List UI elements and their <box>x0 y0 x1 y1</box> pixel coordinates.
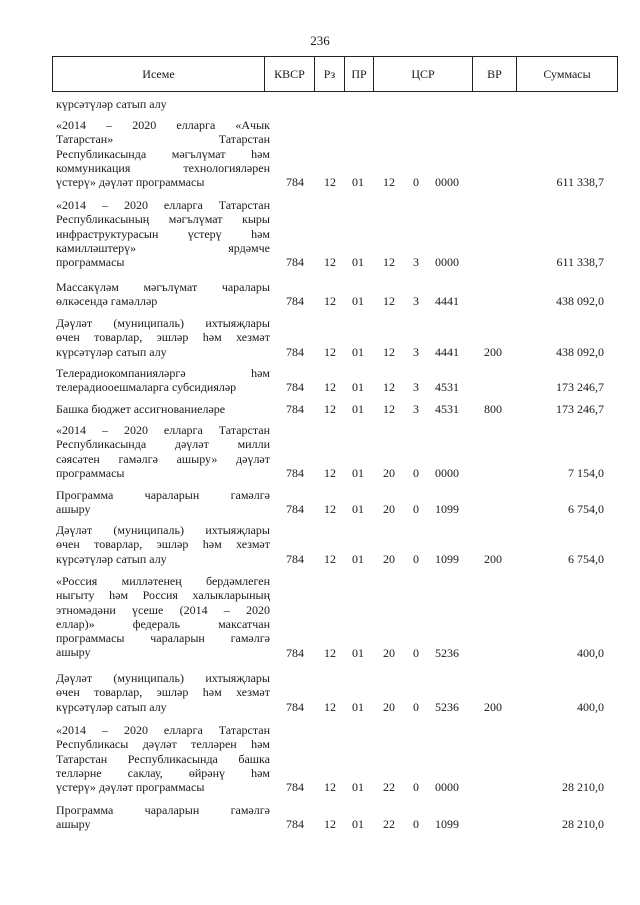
row-name <box>56 402 270 416</box>
cell-kvsr: 784 <box>286 780 304 795</box>
row-name-line: Программа чараларын гамәлгә <box>56 803 270 817</box>
row-name <box>56 280 270 309</box>
header-pr: ПР <box>345 57 374 91</box>
row-name-line: Татарстан» Татарстан <box>56 132 270 147</box>
cell-csr2: 3 <box>413 294 419 309</box>
cell-csr2: 0 <box>413 817 419 832</box>
cell-sum: 28 210,0 <box>562 780 604 795</box>
cell-pr: 01 <box>352 780 364 795</box>
row-name <box>56 423 270 480</box>
row-name <box>56 671 270 714</box>
row-name-line: Дәүләт (муниципаль) ихтыяҗлары <box>56 523 270 537</box>
cell-kvsr: 784 <box>286 551 304 566</box>
cell-sum: 438 092,0 <box>556 294 604 309</box>
row-name-line: Республикасының мәгълүмат кыры <box>56 212 270 227</box>
row-name <box>56 316 270 359</box>
row-name-line: Республикасында дәүләт милли <box>56 437 270 452</box>
header-vr: ВР <box>473 57 517 91</box>
row-name-line: Башка бюджет ассигнованиеләре <box>56 402 226 416</box>
cell-rz: 12 <box>324 402 336 416</box>
cell-csr1: 20 <box>383 465 395 480</box>
cell-rz: 12 <box>324 294 336 309</box>
cell-pr: 01 <box>352 294 364 309</box>
row-name <box>56 574 270 660</box>
cell-rz: 12 <box>324 175 336 190</box>
row-name-line: коммуникация технологияләрен <box>56 160 270 175</box>
row-name-line: «2014 – 2020 елларга Татарстан <box>56 198 270 212</box>
cell-csr2: 3 <box>413 380 419 395</box>
cell-csr1: 20 <box>383 502 395 517</box>
cell-kvsr: 784 <box>286 380 304 395</box>
cell-csr1: 12 <box>383 344 395 359</box>
row-name <box>56 118 270 189</box>
row-name-line: ныгыту һәм Россия халыкларының <box>56 588 270 603</box>
cell-rz: 12 <box>324 344 336 359</box>
row-name-line: телерадиооешмаларга субсидияләр <box>56 380 237 395</box>
cell-csr2: 3 <box>413 344 419 359</box>
cell-csr1: 22 <box>383 780 395 795</box>
cell-kvsr: 784 <box>286 344 304 359</box>
cell-csr2: 0 <box>413 465 419 480</box>
cell-sum: 6 754,0 <box>568 502 604 517</box>
cell-csr1: 12 <box>383 175 395 190</box>
row-name-line: программасы чараларын гамәлгә <box>56 631 270 646</box>
cell-sum: 400,0 <box>577 699 604 714</box>
cell-csr2: 0 <box>413 699 419 714</box>
row-name-line: ашыру <box>56 817 91 832</box>
row-name-line: Республикасында мәгълүмат һәм <box>56 146 270 161</box>
header-rz: Рз <box>315 57 345 91</box>
cell-csr3: 5236 <box>435 645 459 660</box>
row-name-line: еллар)» федераль максатчан <box>56 616 270 631</box>
row-name <box>56 803 270 832</box>
page-number: 236 <box>310 33 330 48</box>
cell-sum: 173 246,7 <box>556 402 604 416</box>
row-name-line: Массакүләм мәгълүмат чаралары <box>56 280 270 294</box>
row-name-line: программасы <box>56 255 125 270</box>
cell-rz: 12 <box>324 645 336 660</box>
cell-csr1: 20 <box>383 699 395 714</box>
cell-sum: 611 338,7 <box>556 255 604 270</box>
cell-sum: 400,0 <box>577 645 604 660</box>
cell-kvsr: 784 <box>286 502 304 517</box>
cell-csr1: 12 <box>383 255 395 270</box>
cell-kvsr: 784 <box>286 402 304 416</box>
cell-pr: 01 <box>352 645 364 660</box>
cell-pr: 01 <box>352 502 364 517</box>
row-name <box>56 366 270 395</box>
cell-rz: 12 <box>324 699 336 714</box>
cell-rz: 12 <box>324 780 336 795</box>
cell-csr3: 0000 <box>435 255 459 270</box>
row-name <box>56 97 270 111</box>
row-name-line: «2014 – 2020 елларга Татарстан <box>56 723 270 737</box>
row-name-line: «Россия милләтенең бердәмлеген <box>56 574 270 588</box>
cell-pr: 01 <box>352 817 364 832</box>
cell-csr2: 0 <box>413 175 419 190</box>
row-name-line: үстерү» дәүләт программасы <box>56 175 205 190</box>
row-name-line: «2014 – 2020 елларга «Ачык <box>56 118 270 132</box>
row-name-line: Программа чараларын гамәлгә <box>56 488 270 502</box>
row-name <box>56 723 270 794</box>
cell-csr1: 12 <box>383 380 395 395</box>
cell-csr3: 5236 <box>435 699 459 714</box>
cell-vr: 200 <box>484 344 502 359</box>
cell-csr3: 1099 <box>435 502 459 517</box>
row-name-line: Дәүләт (муниципаль) ихтыяҗлары <box>56 316 270 330</box>
cell-kvsr: 784 <box>286 699 304 714</box>
row-name-line: өчен товарлар, эшләр һәм хезмәт <box>56 685 270 700</box>
cell-kvsr: 784 <box>286 465 304 480</box>
cell-rz: 12 <box>324 255 336 270</box>
cell-csr1: 22 <box>383 817 395 832</box>
cell-csr1: 12 <box>383 402 395 416</box>
row-name-line: өчен товарлар, эшләр һәм хезмәт <box>56 330 270 345</box>
cell-rz: 12 <box>324 380 336 395</box>
cell-pr: 01 <box>352 551 364 566</box>
cell-pr: 01 <box>352 255 364 270</box>
table-header <box>52 56 618 92</box>
row-name <box>56 488 270 517</box>
cell-kvsr: 784 <box>286 175 304 190</box>
cell-rz: 12 <box>324 465 336 480</box>
cell-pr: 01 <box>352 465 364 480</box>
cell-csr2: 0 <box>413 502 419 517</box>
row-name-line: өчен товарлар, эшләр һәм хезмәт <box>56 537 270 552</box>
cell-csr3: 1099 <box>435 551 459 566</box>
cell-pr: 01 <box>352 699 364 714</box>
cell-csr3: 4441 <box>435 294 459 309</box>
cell-csr2: 0 <box>413 780 419 795</box>
row-name-line: программасы <box>56 465 125 480</box>
cell-csr1: 20 <box>383 645 395 660</box>
row-name <box>56 523 270 566</box>
cell-kvsr: 784 <box>286 255 304 270</box>
row-name-line: этномәдәни үсеше (2014 – 2020 <box>56 602 270 617</box>
cell-vr: 800 <box>484 402 502 416</box>
cell-csr2: 0 <box>413 551 419 566</box>
header-csr: ЦСР <box>374 57 473 91</box>
header-kvsr: КВСР <box>265 57 315 91</box>
row-name-line: ашыру <box>56 645 91 660</box>
cell-vr: 200 <box>484 699 502 714</box>
cell-csr3: 1099 <box>435 817 459 832</box>
cell-sum: 173 246,7 <box>556 380 604 395</box>
cell-csr3: 4531 <box>435 380 459 395</box>
row-name-line: күрсәтүләр сатып алу <box>56 97 167 111</box>
cell-rz: 12 <box>324 817 336 832</box>
cell-pr: 01 <box>352 402 364 416</box>
row-name <box>56 198 270 269</box>
cell-csr1: 12 <box>383 294 395 309</box>
cell-rz: 12 <box>324 502 336 517</box>
row-name-line: күрсәтүләр сатып алу <box>56 551 167 566</box>
row-name-line: Республикасы дәүләт телләрен һәм <box>56 737 270 752</box>
row-name-line: «2014 – 2020 елларга Татарстан <box>56 423 270 437</box>
cell-sum: 438 092,0 <box>556 344 604 359</box>
row-name-line: үстерү» дәүләт программасы <box>56 780 205 795</box>
cell-kvsr: 784 <box>286 817 304 832</box>
cell-kvsr: 784 <box>286 294 304 309</box>
cell-pr: 01 <box>352 175 364 190</box>
cell-csr2: 3 <box>413 255 419 270</box>
row-name-line: Дәүләт (муниципаль) ихтыяҗлары <box>56 671 270 685</box>
cell-csr3: 4531 <box>435 402 459 416</box>
row-name-line: өлкәсендә гамәлләр <box>56 294 158 309</box>
cell-csr1: 20 <box>383 551 395 566</box>
cell-csr3: 0000 <box>435 780 459 795</box>
row-name-line: инфраструктурасын үстерү һәм <box>56 226 270 241</box>
row-name-line: Телерадиокомпанияләргә һәм <box>56 366 270 380</box>
row-name-line: күрсәтүләр сатып алу <box>56 344 167 359</box>
cell-pr: 01 <box>352 344 364 359</box>
cell-sum: 611 338,7 <box>556 175 604 190</box>
cell-csr3: 0000 <box>435 175 459 190</box>
cell-sum: 7 154,0 <box>568 465 604 480</box>
header-sum: Суммасы <box>543 67 591 81</box>
cell-sum: 6 754,0 <box>568 551 604 566</box>
cell-csr2: 3 <box>413 402 419 416</box>
cell-csr2: 0 <box>413 645 419 660</box>
row-name-line: телләрне саклау, өйрәнү һәм <box>56 765 270 780</box>
header-name: Исеме <box>53 57 265 91</box>
cell-csr3: 4441 <box>435 344 459 359</box>
cell-rz: 12 <box>324 551 336 566</box>
cell-pr: 01 <box>352 380 364 395</box>
cell-kvsr: 784 <box>286 645 304 660</box>
row-name-line: күрсәтүләр сатып алу <box>56 699 167 714</box>
cell-csr3: 0000 <box>435 465 459 480</box>
row-name-line: Татарстан Республикасында башка <box>56 751 270 766</box>
row-name-line: ашыру <box>56 502 91 517</box>
row-name-line: камилләштерү» ярдәмче <box>56 240 270 255</box>
cell-sum: 28 210,0 <box>562 817 604 832</box>
cell-vr: 200 <box>484 551 502 566</box>
row-name-line: сәясәтен гамәлгә ашыру» дәүләт <box>56 451 270 466</box>
